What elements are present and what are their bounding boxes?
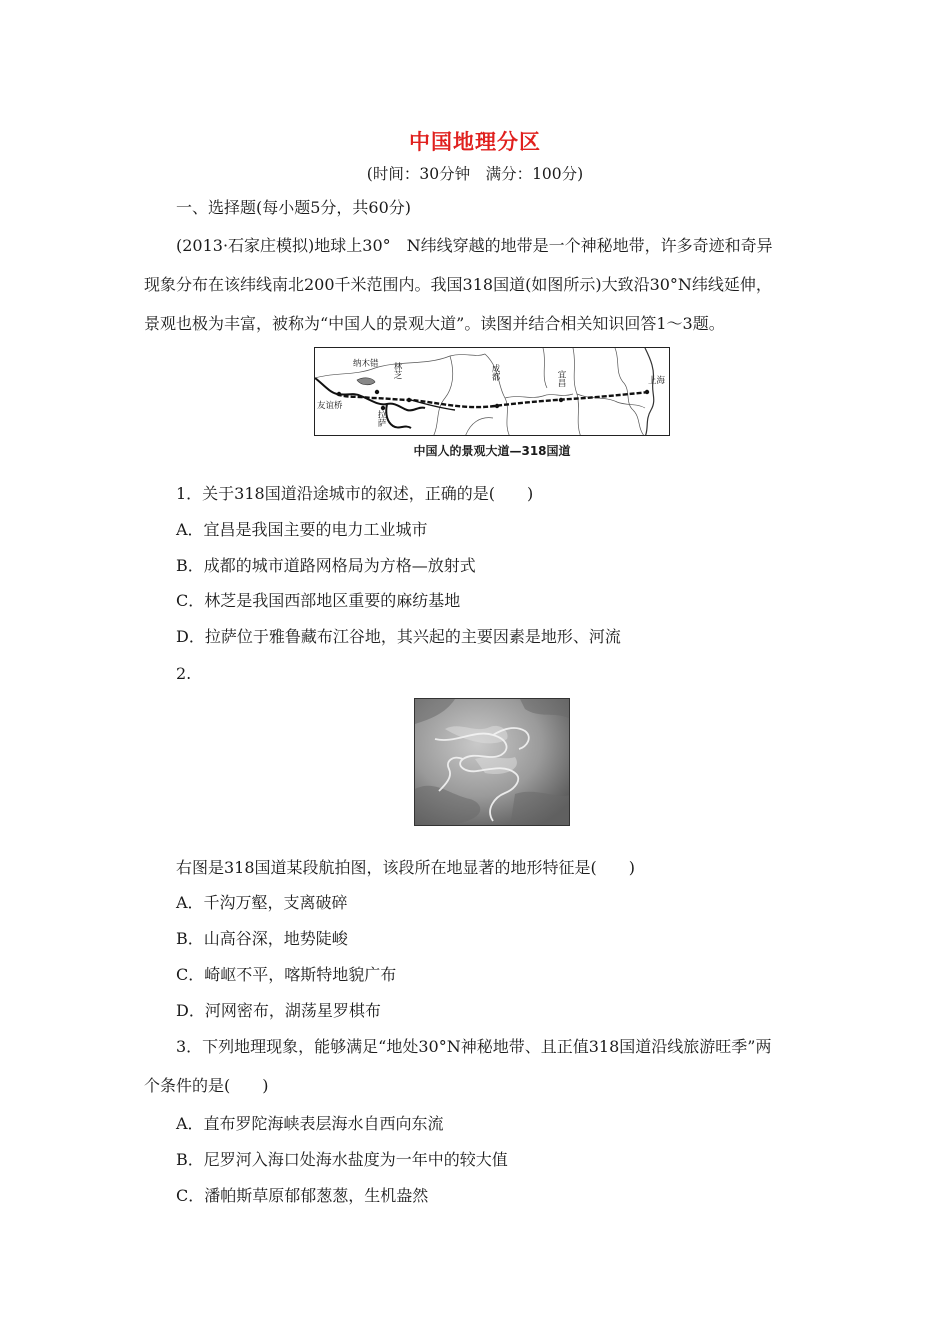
exam-time-info: (时间：30分钟 满分：100分) (366, 165, 584, 183)
q1-option-b: B．成都的城市道路网格局为方格—放射式 (176, 556, 476, 575)
q2-option-b: B．山高谷深，地势陡峻 (176, 929, 348, 948)
intro-line-3: 景观也极为丰富，被称为“中国人的景观大道”。读图并结合相关知识回答1～3题。 (144, 314, 725, 333)
q1-option-d: D．拉萨位于雅鲁藏布江谷地，其兴起的主要因素是地形、河流 (176, 627, 621, 646)
q1-option-c: C．林芝是我国西部地区重要的麻纺基地 (176, 591, 461, 610)
aerial-road-photo-svg (415, 699, 570, 826)
map-label-namucuo: 纳木错 (353, 359, 379, 369)
intro-line-2: 现象分布在该纬线南北200千米范围内。我国318国道(如图所示)大致沿30°N纬线延伸， (144, 275, 772, 294)
document-title: 中国地理分区 (409, 130, 541, 154)
q2-stem: 右图是318国道某段航拍图，该段所在地显著的地形特征是( ) (176, 858, 636, 877)
q3-option-c: C．潘帕斯草原郁郁葱葱，生机盎然 (176, 1186, 429, 1205)
q2-number: 2. (176, 664, 192, 683)
q1-option-a: A．宜昌是我国主要的电力工业城市 (176, 520, 428, 539)
aerial-road-photo (414, 698, 570, 826)
map-label-chengdu: 成都 (490, 364, 500, 381)
map-label-lasa: 拉萨 (376, 410, 386, 427)
q1-stem: 1．关于318国道沿途城市的叙述，正确的是( ) (176, 484, 534, 503)
map-caption: 中国人的景观大道—318国道 (413, 444, 571, 458)
q2-option-a: A．千沟万壑，支离破碎 (176, 893, 348, 912)
q3-stem-line-2: 个条件的是( ) (144, 1076, 269, 1095)
q3-stem-line-1: 3．下列地理现象，能够满足“地处30°N神秘地带、且正值318国道沿线旅游旺季”两 (176, 1037, 772, 1056)
intro-line-1: (2013·石家庄模拟)地球上30° N纬线穿越的地带是一个神秘地带，许多奇迹和奇异 (176, 236, 773, 255)
q3-option-a: A．直布罗陀海峡表层海水自西向东流 (176, 1114, 444, 1133)
map-label-yichang: 宜昌 (556, 370, 566, 387)
route-318-map (314, 347, 670, 436)
map-label-linzhi: 林芝 (392, 362, 402, 379)
q2-option-c: C．崎岖不平，喀斯特地貌广布 (176, 965, 397, 984)
q3-option-b: B．尼罗河入海口处海水盐度为一年中的较大值 (176, 1150, 508, 1169)
map-label-shanghai: 上海 (648, 376, 666, 386)
q2-option-d: D．河网密布，湖荡星罗棋布 (176, 1001, 381, 1020)
map-label-youyiqiao: 友谊桥 (317, 401, 343, 411)
route-318-map-svg (315, 348, 670, 436)
section-heading: 一、选择题(每小题5分，共60分) (176, 198, 412, 217)
